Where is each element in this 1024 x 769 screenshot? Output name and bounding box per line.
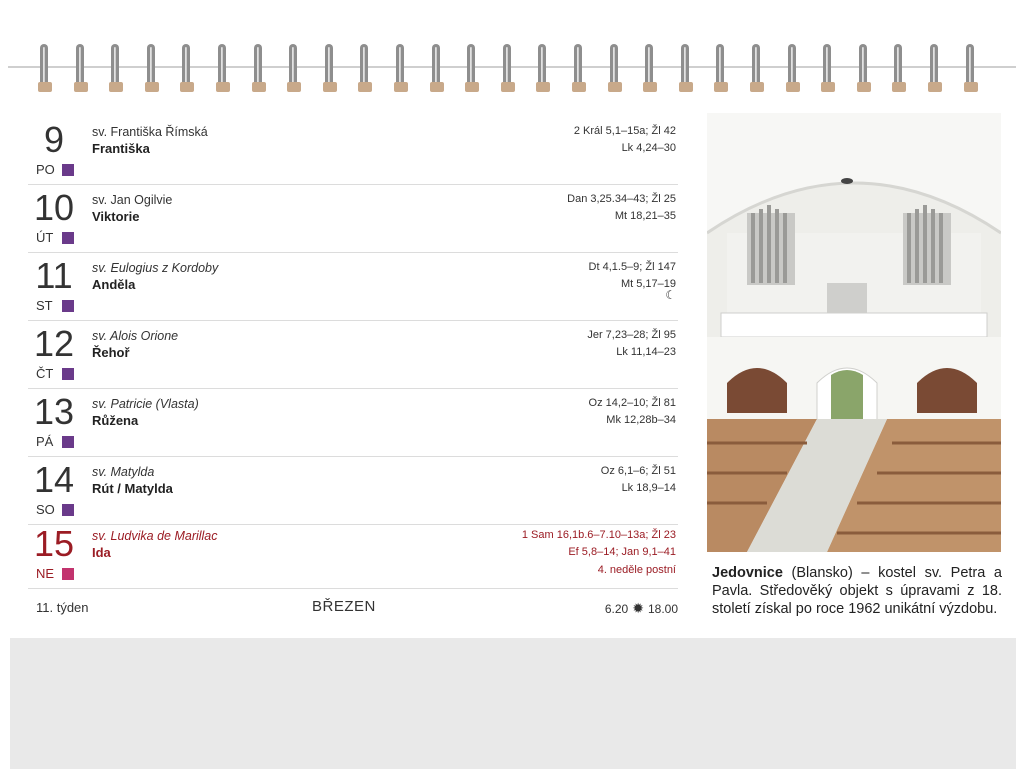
saint-name: sv. Jan Ogilvie: [92, 193, 173, 207]
sun-times: [605, 600, 678, 617]
day-of-week: NE: [36, 566, 55, 581]
day-row: [28, 322, 678, 389]
spiral-loop: [536, 44, 550, 94]
saint-name: sv. Eulogius z Kordoby: [92, 261, 219, 275]
spiral-loop: [180, 44, 194, 94]
day-of-week: SO: [36, 502, 55, 517]
spiral-loop: [252, 44, 266, 94]
day-marker-square: [62, 568, 74, 580]
day-row: [28, 390, 678, 457]
nameday: Růžena: [92, 413, 139, 428]
spiral-loop: [501, 44, 515, 94]
saint-name: sv. Matylda: [92, 465, 155, 479]
spiral-loop: [857, 44, 871, 94]
day-row-sunday: [28, 522, 678, 589]
day-of-week: ÚT: [36, 230, 54, 245]
moon-phase-icon: ☾: [665, 288, 676, 302]
nameday: Viktorie: [92, 209, 140, 224]
reading-1: Oz 6,1–6; Žl 51: [600, 465, 676, 477]
spiral-loop: [323, 44, 337, 94]
spiral-loop: [964, 44, 978, 94]
reading-2: Lk 11,14–23: [616, 346, 676, 358]
day-of-week: ČT: [36, 366, 54, 381]
spiral-loop: [643, 44, 657, 94]
spiral-loop: [821, 44, 835, 94]
reading-2: Mt 5,17–19: [620, 278, 676, 290]
reading-2: Mk 12,28b–34: [606, 414, 676, 426]
month-name: BŘEZEN: [312, 598, 376, 615]
day-marker-square: [62, 504, 74, 516]
spiral-loop: [928, 44, 942, 94]
day-marker-square: [62, 300, 74, 312]
church-interior-image: [707, 113, 1001, 552]
reading-1: 1 Sam 16,1b.6–7.10–13a; Žl 23: [521, 529, 676, 541]
spiral-loop: [465, 44, 479, 94]
spiral-loop: [109, 44, 123, 94]
week-number: 11. týden: [36, 600, 89, 615]
day-marker-square: [62, 368, 74, 380]
reading-2: Lk 4,24–30: [621, 142, 676, 154]
reading-1: Dt 4,1.5–9; Žl 147: [588, 261, 676, 273]
nameday: Řehoř: [92, 345, 130, 360]
spiral-loop: [38, 44, 52, 94]
spiral-loop: [786, 44, 800, 94]
day-number: 11: [35, 255, 73, 296]
nameday: Rút / Matylda: [92, 481, 173, 496]
saint-name: sv. Františka Římská: [92, 125, 208, 139]
day-of-week: ST: [36, 298, 53, 313]
spiral-loop: [572, 44, 586, 94]
reading-2: Lk 18,9–14: [621, 482, 676, 494]
photo-caption: [712, 564, 1002, 618]
caption-text: (Blansko) – kostel sv. Petra a Pavla. Středověký objekt s úpravami z 18. století získal po roce 1962 unikátní výzdobu.: [712, 565, 1002, 617]
nameday: Anděla: [92, 277, 136, 292]
day-number: 9: [43, 119, 65, 160]
spiral-loop: [216, 44, 230, 94]
day-number: 10: [33, 187, 75, 228]
day-marker-square: [62, 164, 74, 176]
spiral-loop: [358, 44, 372, 94]
reading-1: Dan 3,25.34–43; Žl 25: [567, 193, 676, 205]
day-of-week: PÁ: [36, 434, 54, 449]
day-row: [28, 254, 678, 321]
reading-1: Jer 7,23–28; Žl 95: [587, 329, 676, 341]
spiral-loop: [74, 44, 88, 94]
day-of-week: PO: [36, 162, 55, 177]
page-footer: [36, 598, 678, 620]
reading-1: 2 Král 5,1–15a; Žl 42: [573, 125, 676, 137]
sunset-time: 18.00: [647, 602, 678, 616]
saint-name: sv. Ludvika de Marillac: [92, 529, 218, 543]
sun-icon: ✹: [632, 600, 644, 616]
spiral-loop: [287, 44, 301, 94]
day-row: [28, 118, 678, 185]
spiral-loop: [679, 44, 693, 94]
saint-name: sv. Patricie (Vlasta): [92, 397, 199, 411]
reading-1: Oz 14,2–10; Žl 81: [588, 397, 676, 409]
church-photo: [707, 113, 1001, 552]
sunrise-time: 6.20: [604, 602, 629, 616]
spiral-binding: [0, 0, 1024, 100]
spiral-loop: [892, 44, 906, 94]
reading-2: Ef 5,8–14; Jan 9,1–41: [568, 546, 676, 558]
day-number: 14: [33, 459, 75, 500]
spiral-loop: [394, 44, 408, 94]
liturgical-note: 4. neděle postní: [597, 564, 676, 576]
spiral-loop: [608, 44, 622, 94]
day-marker-square: [62, 436, 74, 448]
saint-name: sv. Alois Orione: [92, 329, 179, 343]
day-row: [28, 186, 678, 253]
spiral-loop: [750, 44, 764, 94]
caption-place: Jedovnice: [712, 565, 783, 581]
spiral-loop: [430, 44, 444, 94]
reading-2: Mt 18,21–35: [614, 210, 676, 222]
day-row: [28, 458, 678, 525]
spiral-loop: [714, 44, 728, 94]
nameday: Františka: [92, 141, 150, 156]
day-marker-square: [62, 232, 74, 244]
calendar-stand: [10, 636, 1016, 769]
day-number: 12: [33, 323, 75, 364]
day-number: 13: [33, 391, 75, 432]
nameday: Ida: [92, 545, 111, 560]
spiral-loop: [145, 44, 159, 94]
day-number: 15: [33, 523, 75, 564]
